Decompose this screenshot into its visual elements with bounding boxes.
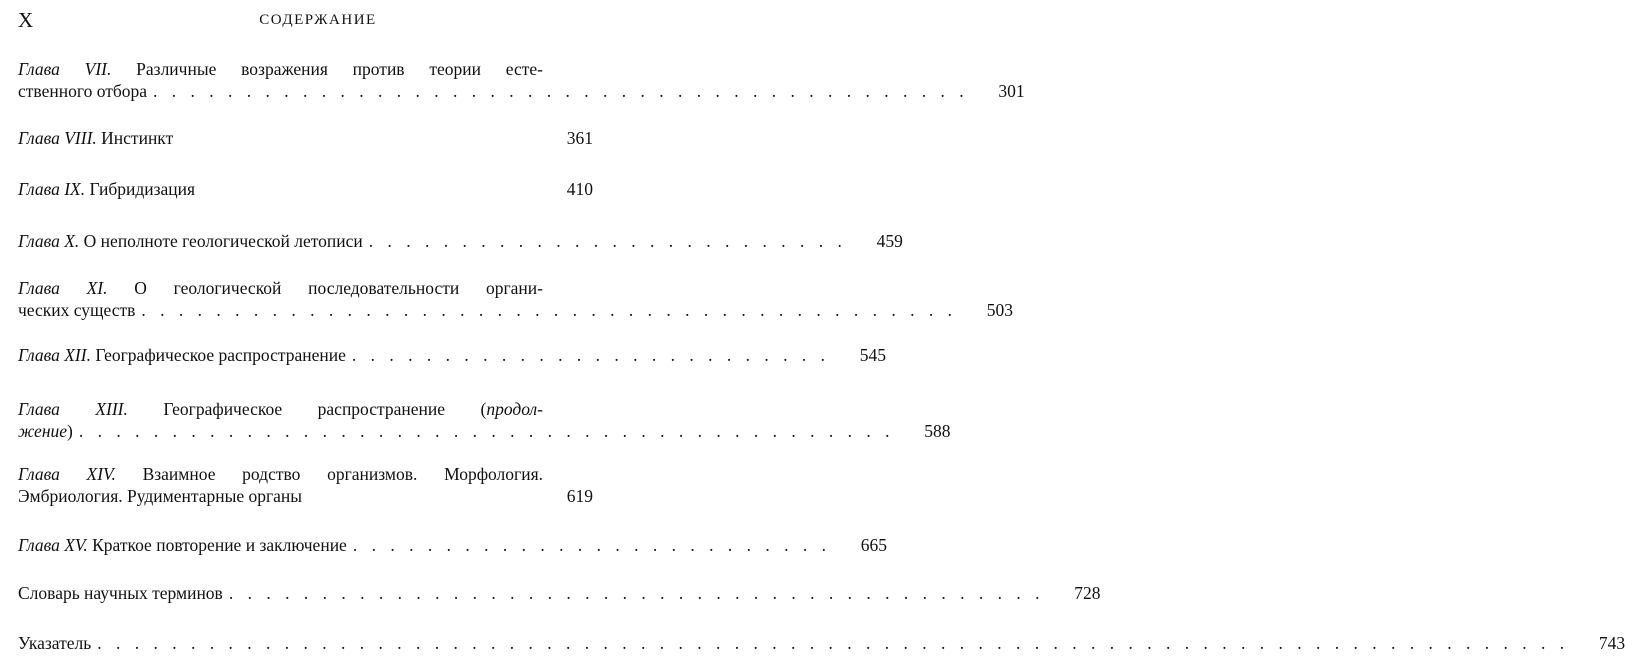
page-reference: 743 — [1598, 633, 1625, 653]
entry-title: Гибридизация — [89, 179, 196, 199]
toc-entry-line — [18, 420, 951, 442]
page-reference: 503 — [986, 300, 1014, 320]
entry-title-continued: ческих существ — [18, 300, 136, 320]
page-reference: 361 — [566, 128, 593, 148]
dot-leader: . . . . . . . . . . . . . . . . . . . . . . . . . . — [351, 345, 831, 365]
page-reference: 588 — [924, 421, 951, 441]
toc-entry-line — [18, 344, 887, 366]
toc-entry-line — [18, 463, 593, 485]
entry-title: Указатель — [18, 633, 92, 653]
toc-entry-line — [18, 127, 593, 149]
entry-title-continued: Эмбриология. Рудиментарные органы — [18, 486, 303, 506]
toc-entry-line — [18, 277, 593, 299]
entry-title: Различные возражения против теории есте- — [136, 59, 544, 79]
dot-leader: . . . . . . . . . . . . . . . . . . . . . . . . . . — [368, 231, 847, 251]
toc-entry-line — [18, 178, 593, 200]
toc-entry-chapter-11 — [18, 277, 1014, 321]
entry-title: О геологической последовательности органи- — [134, 278, 543, 298]
entry-title: Словарь научных терминов — [18, 583, 223, 603]
toc-entry-chapter-10 — [18, 230, 903, 252]
page-reference: 619 — [566, 486, 593, 506]
page-reference: 410 — [566, 179, 593, 199]
page-reference: 301 — [998, 81, 1025, 101]
chapter-label: Глава IX. — [18, 179, 86, 199]
chapter-label: Глава VII. — [18, 59, 112, 79]
page-heading: СОДЕРЖАНИЕ — [259, 12, 377, 28]
dot-leader: . . . . . . . . . . . . . . . . . . . . . . . . . . — [352, 535, 831, 555]
toc-entry-chapter-13 — [18, 398, 951, 442]
page-reference: 728 — [1074, 583, 1101, 603]
chapter-label: Глава X. — [18, 231, 80, 251]
dot-leader: . . . . . . . . . . . . . . . . . . . . . . . . . . . . . . . . . . . . . . . . . . . . — [153, 81, 969, 101]
toc-entry-index — [18, 632, 1625, 654]
entry-title: Взаимное родство организмов. Морфология. — [142, 464, 544, 484]
chapter-label: Глава XI. — [18, 278, 108, 298]
entry-title: Инстинкт — [101, 128, 174, 148]
page-number: X — [18, 8, 34, 32]
page-reference: 665 — [860, 535, 887, 555]
toc-entry-chapter-8 — [18, 127, 593, 149]
toc-entry-line — [18, 582, 1101, 604]
toc-entry-chapter-15 — [18, 534, 887, 556]
entry-title-italic: продол- — [486, 399, 543, 419]
toc-entry-chapter-12 — [18, 344, 887, 366]
toc-entry-line — [18, 230, 903, 252]
chapter-label: Глава VIII. — [18, 128, 97, 148]
dot-leader: . . . . . . . . . . . . . . . . . . . . . . . . . . . . . . . . . . . . . . . . . . . . — [78, 421, 895, 441]
entry-title-continued: ) — [67, 421, 73, 441]
toc-entry-line — [18, 632, 1625, 654]
page-reference: 459 — [876, 231, 903, 251]
toc-entry-line — [18, 398, 593, 420]
entry-title: О неполноте геологической летописи — [83, 231, 363, 251]
toc-entry-line — [18, 485, 593, 507]
dot-leader: . . . . . . . . . . . . . . . . . . . . . . . . . . . . . . . . . . . . . . . . . . . . . . . . . . . . . . . . . . . . . . . . . . . . . . . . . . . . . . . — [97, 633, 1570, 653]
toc-entry-glossary — [18, 582, 1101, 604]
toc-entry-chapter-7 — [18, 58, 1025, 102]
toc-entry-line — [18, 58, 593, 80]
chapter-label: Глава XIV. — [18, 464, 116, 484]
entry-title-continued: ственного отбора — [18, 81, 148, 101]
dot-leader: . . . . . . . . . . . . . . . . . . . . . . . . . . . . . . . . . . . . . . . . . . . . — [141, 300, 958, 320]
toc-entry-line — [18, 80, 1025, 102]
chapter-label: Глава XII. — [18, 345, 91, 365]
dot-leader: . . . . . . . . . . . . . . . . . . . . . . . . . . . . . . . . . . . . . . . . . . . . — [228, 583, 1045, 603]
toc-entry-chapter-9 — [18, 178, 593, 200]
entry-title: Краткое повторение и заключение — [92, 535, 347, 555]
entry-title: Географическое распространение — [95, 345, 346, 365]
chapter-label: Глава XV. — [18, 535, 88, 555]
toc-entry-chapter-14 — [18, 463, 593, 507]
entry-title: Географическое распространение ( — [163, 399, 487, 419]
toc-entry-line — [18, 299, 1014, 321]
toc-entry-line — [18, 534, 887, 556]
entry-title-italic-continued: жение — [18, 421, 68, 441]
chapter-label: Глава XIII. — [18, 399, 128, 419]
page-reference: 545 — [859, 345, 887, 365]
